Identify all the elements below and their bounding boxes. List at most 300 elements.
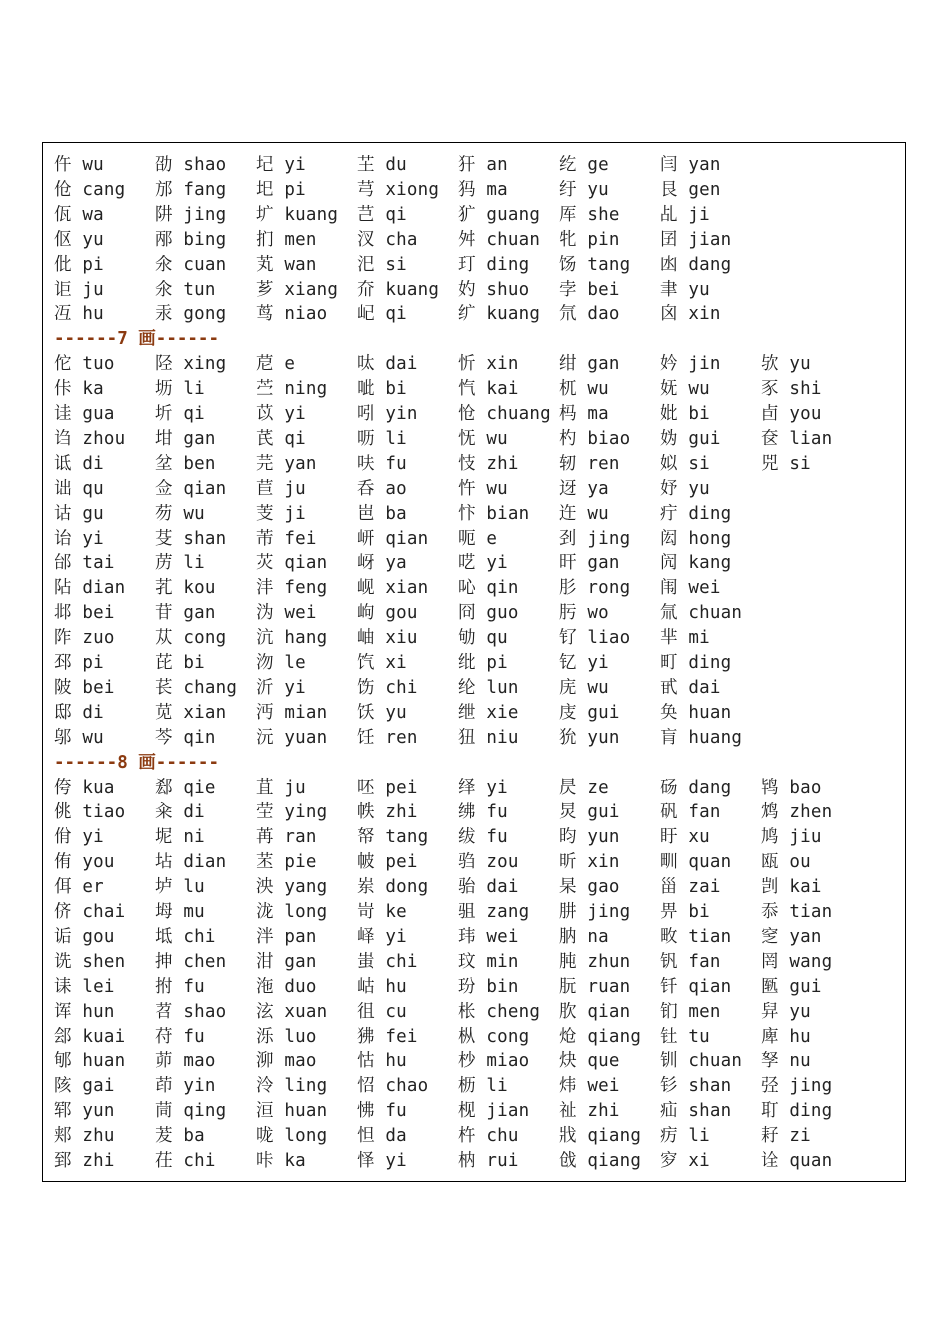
character-entry: 轫 ren — [559, 453, 620, 474]
character-entry: 罔 wang — [761, 951, 833, 972]
character-entry: 庑 wu — [559, 677, 609, 698]
character-entry: 陂 bei — [54, 677, 115, 698]
character-entry: 枨 cheng — [458, 1001, 541, 1022]
character-entry: 呑 ao — [357, 478, 407, 499]
character-entry: 肓 huang — [660, 727, 743, 748]
character-entry: 旰 gan — [559, 553, 620, 574]
table-row — [54, 352, 899, 377]
character-entry: 泱 yang — [256, 877, 328, 898]
character-entry: 钍 tu — [660, 1026, 710, 1047]
character-entry: 狃 niu — [458, 727, 519, 748]
character-entry: 沩 wei — [256, 603, 317, 624]
character-entry: 氽 cuan — [155, 254, 227, 275]
character-entry: 忻 xin — [458, 354, 519, 375]
character-entry: 疠 li — [660, 1126, 710, 1147]
character-entry: 舛 chuan — [458, 229, 541, 250]
character-entry: 闱 wei — [660, 578, 721, 599]
character-entry: 犴 an — [458, 155, 508, 175]
character-entry: 苎 ning — [256, 379, 328, 400]
character-entry: 闳 hong — [660, 528, 732, 549]
character-entry: 钎 qian — [660, 976, 732, 997]
character-entry: 劬 qu — [458, 628, 508, 649]
character-entry: 郅 zhi — [54, 1151, 115, 1171]
character-entry: 泫 xuan — [256, 1001, 328, 1022]
stroke-count-heading: ------8 画------ — [54, 752, 220, 773]
character-entry: 佧 ka — [54, 379, 104, 400]
character-entry: 苒 ran — [256, 827, 317, 848]
character-entry: 坌 ben — [155, 453, 216, 474]
character-entry: 矾 fan — [660, 802, 721, 823]
character-entry: 饬 chi — [357, 677, 418, 698]
table-row — [54, 900, 899, 925]
character-entry: 町 ding — [660, 653, 732, 673]
character-entry: 泖 mao — [256, 1051, 317, 1072]
character-entry: 邬 wu — [54, 727, 104, 748]
character-entry: 阼 zuo — [54, 628, 115, 649]
character-entry: 鸨 bao — [761, 777, 822, 798]
character-entry: 洹 huan — [256, 1101, 328, 1122]
character-entry: 讵 ju — [54, 279, 104, 300]
character-entry: 芑 qi — [357, 204, 407, 225]
character-entry: 诜 shen — [54, 951, 126, 972]
character-entry: 籴 di — [155, 802, 205, 823]
character-entry: 汊 cha — [357, 229, 418, 250]
character-entry: 炜 wei — [559, 1076, 620, 1097]
character-entry: 甽 quan — [660, 852, 732, 873]
character-entry: 苡 yi — [256, 404, 306, 424]
character-entry: 奁 lian — [761, 428, 833, 449]
character-entry: 圹 kuang — [256, 204, 339, 225]
character-entry: 呸 pei — [357, 777, 418, 798]
table-row — [54, 776, 899, 801]
character-entry: 狒 fei — [357, 1026, 418, 1047]
table-row — [54, 825, 899, 850]
character-entry: 犷 guang — [458, 204, 541, 225]
character-entry: 鸠 jiu — [761, 827, 822, 848]
character-entry: 郐 kuai — [54, 1026, 126, 1047]
character-entry: 郓 yun — [54, 1101, 115, 1122]
character-table — [42, 142, 906, 1182]
character-entry: 钔 men — [660, 1001, 721, 1022]
character-entry: 囝 jian — [660, 229, 732, 250]
character-entry: 坻 chi — [155, 926, 216, 947]
table-row — [54, 576, 899, 601]
character-entry: 炝 qiang — [559, 1026, 642, 1047]
character-entry: 佤 wa — [54, 204, 104, 225]
character-entry: 玎 ding — [458, 254, 530, 275]
character-entry: 吲 yin — [357, 404, 418, 424]
character-entry: 绁 xie — [458, 702, 519, 723]
character-entry: 帙 zhi — [357, 802, 418, 823]
character-entry: 氽 tun — [155, 279, 216, 300]
table-row — [54, 302, 899, 327]
character-entry: 邰 tai — [54, 553, 115, 574]
character-entry: 忝 tian — [761, 902, 833, 922]
character-entry: 芟 shan — [155, 528, 227, 549]
character-entry: 苕 shao — [155, 1001, 227, 1022]
character-entry: 欤 yu — [761, 354, 811, 375]
character-entry: 侪 chai — [54, 902, 126, 922]
character-entry: 泠 ling — [256, 1076, 328, 1097]
character-entry: 纡 yu — [559, 179, 609, 200]
character-entry: 怛 da — [357, 1126, 407, 1147]
character-entry: 枘 rui — [458, 1151, 519, 1171]
character-entry: 凼 dang — [660, 254, 732, 275]
table-row — [54, 850, 899, 875]
character-entry: 忭 bian — [458, 503, 530, 524]
character-entry: 昀 yun — [559, 827, 620, 848]
table-row — [54, 925, 899, 950]
character-entry: 昕 xin — [559, 852, 620, 873]
character-entry: 芪 qi — [256, 428, 306, 449]
character-entry: 芴 wu — [155, 503, 205, 524]
character-entry: 劭 shao — [155, 155, 227, 175]
character-entry: 聿 yu — [660, 279, 710, 300]
character-entry: 泮 pan — [256, 926, 317, 947]
character-entry: 剀 kai — [761, 877, 822, 898]
character-entry: 诌 zhou — [54, 428, 126, 449]
table-row — [54, 1000, 899, 1025]
character-entry: 砀 dang — [660, 777, 732, 798]
character-entry: 玢 bin — [458, 976, 519, 997]
character-entry: 呋 fu — [357, 453, 407, 474]
character-entry: 岫 xiu — [357, 628, 418, 649]
character-entry: 泺 luo — [256, 1026, 317, 1047]
character-entry: 杌 wu — [559, 379, 609, 400]
character-entry: 甾 zai — [660, 877, 721, 898]
character-entry: 岢 ke — [357, 902, 407, 922]
character-entry: 妩 wu — [660, 379, 710, 400]
character-entry: 咔 ka — [256, 1151, 306, 1171]
character-entry: 夼 kuang — [357, 279, 440, 300]
character-entry: 钐 shan — [660, 1076, 732, 1097]
character-entry: 肭 na — [559, 926, 609, 947]
character-entry: 坭 ni — [155, 827, 205, 848]
character-entry: 怫 fu — [357, 1101, 407, 1122]
character-entry: 诂 gu — [54, 503, 104, 524]
character-entry: 抻 chen — [155, 951, 227, 972]
table-row — [54, 1049, 899, 1074]
character-entry: 瓯 ou — [761, 852, 811, 873]
character-entry: 芩 qin — [155, 727, 216, 748]
character-entry: 饩 xi — [357, 653, 407, 673]
character-entry: 诠 quan — [761, 1151, 833, 1171]
table-row — [54, 1149, 899, 1174]
character-entry: 仵 wu — [54, 155, 104, 175]
character-entry: 纩 kuang — [458, 304, 541, 325]
table-row — [54, 1074, 899, 1099]
character-entry: 驺 zou — [458, 852, 519, 873]
character-entry: 纶 lun — [458, 677, 519, 698]
character-entry: 苁 cong — [155, 628, 227, 649]
table-row — [54, 452, 899, 477]
character-entry: 肼 jing — [559, 902, 631, 922]
character-entry: 妤 yu — [660, 478, 710, 499]
stroke-heading-row — [54, 751, 899, 776]
character-entry: 吣 qin — [458, 578, 519, 599]
character-entry: 杓 biao — [559, 428, 631, 449]
character-entry: 阽 dian — [54, 578, 126, 599]
character-entry: 芘 bi — [155, 653, 205, 673]
character-entry: 汜 si — [357, 254, 407, 275]
table-row — [54, 228, 899, 253]
character-entry: 陔 gai — [54, 1076, 115, 1097]
character-entry: 骀 dai — [458, 877, 519, 898]
character-entry: 穸 xi — [660, 1151, 710, 1171]
table-row — [54, 203, 899, 228]
character-entry: 纰 pi — [458, 653, 508, 673]
character-entry: 犸 ma — [458, 179, 508, 200]
character-entry: 窆 yan — [761, 926, 822, 947]
table-row — [54, 701, 899, 726]
character-entry: 岈 ya — [357, 553, 407, 574]
character-entry: 绎 yi — [458, 777, 508, 798]
character-entry: 邸 di — [54, 702, 104, 723]
character-entry: 枧 jian — [458, 1101, 530, 1122]
character-entry: 坩 gan — [155, 428, 216, 449]
character-entry: 芎 xiong — [357, 179, 440, 200]
character-entry: 冱 hu — [54, 304, 104, 325]
character-entry: 忤 wu — [458, 478, 508, 499]
character-entry: 肷 qian — [559, 1001, 631, 1022]
character-entry: 怃 wu — [458, 428, 508, 449]
table-row — [54, 1099, 899, 1124]
character-entry: 蚩 chi — [357, 951, 418, 972]
character-entry: 岵 hu — [357, 976, 407, 997]
character-entry: 兕 si — [761, 453, 811, 474]
character-entry: 拊 fu — [155, 976, 205, 997]
character-entry: 苣 ju — [256, 478, 306, 499]
character-entry: 泔 gan — [256, 951, 317, 972]
table-row — [54, 676, 899, 701]
character-entry: 伧 cang — [54, 179, 126, 200]
character-entry: 茑 niao — [256, 304, 328, 325]
character-entry: 昃 ze — [559, 777, 609, 798]
character-entry: 戕 qiang — [559, 1126, 642, 1147]
character-entry: 坫 dian — [155, 852, 227, 873]
character-entry: 苴 ju — [256, 777, 306, 798]
table-row — [54, 726, 899, 751]
character-entry: 沣 feng — [256, 578, 328, 599]
character-entry: 怿 yi — [357, 1151, 407, 1171]
character-entry: 囟 xin — [660, 304, 721, 325]
character-entry: 怆 chuang — [458, 404, 551, 424]
character-entry: 钌 liao — [559, 628, 631, 649]
character-entry: 艮 gen — [660, 179, 721, 200]
stroke-heading-row — [54, 327, 899, 352]
character-entry: 豕 shi — [761, 379, 822, 400]
character-entry: 岜 ba — [357, 503, 407, 524]
character-entry: 苻 fu — [155, 1026, 205, 1047]
character-entry: 妁 shuo — [458, 279, 530, 300]
character-entry: 佗 tuo — [54, 354, 115, 375]
character-entry: 芈 mi — [660, 628, 710, 649]
character-entry: 祉 zhi — [559, 1101, 620, 1122]
character-entry: 岍 qian — [357, 528, 429, 549]
character-entry: 妣 bi — [660, 404, 710, 424]
character-entry: 妗 jin — [660, 354, 721, 375]
character-entry: 饫 yu — [357, 702, 407, 723]
character-entry: 沆 hang — [256, 628, 328, 649]
character-entry: 圮 yi — [256, 155, 306, 175]
table-row — [54, 875, 899, 900]
character-entry: 盱 xu — [660, 827, 710, 848]
character-entry: 刭 jing — [559, 528, 631, 549]
character-entry: 诟 gou — [54, 926, 115, 947]
table-row — [54, 626, 899, 651]
character-entry: 杪 miao — [458, 1051, 530, 1072]
character-entry: 圻 qi — [155, 404, 205, 424]
character-entry: 钒 fan — [660, 951, 721, 972]
character-entry: 峄 yi — [357, 926, 407, 947]
character-entry: 忾 kai — [458, 379, 519, 400]
character-entry: 芫 yan — [256, 453, 317, 474]
character-entry: 邶 bei — [54, 603, 115, 624]
character-entry: 呔 dai — [357, 354, 418, 375]
character-entry: 孛 bei — [559, 279, 620, 300]
character-entry: 姒 si — [660, 453, 710, 474]
character-entry: 冏 guo — [458, 603, 519, 624]
character-entry: 绂 fu — [458, 827, 508, 848]
character-entry: 岣 gou — [357, 603, 418, 624]
character-entry: 氘 dao — [559, 304, 620, 325]
character-entry: 舁 yu — [761, 1001, 811, 1022]
character-entry: 苂 qian — [256, 553, 328, 574]
character-entry: 侑 you — [54, 852, 115, 873]
character-entry: 庳 hu — [761, 1026, 811, 1047]
character-entry: 朊 ruan — [559, 976, 631, 997]
character-entry: 呃 e — [458, 528, 498, 549]
character-entry: 怙 hu — [357, 1051, 407, 1072]
table-row — [54, 651, 899, 676]
character-entry: 肟 wo — [559, 603, 609, 624]
character-entry: 呓 yi — [458, 553, 508, 574]
character-entry: 匦 gui — [761, 976, 822, 997]
character-entry: 邴 bing — [155, 229, 227, 250]
table-row — [54, 178, 899, 203]
character-entry: 疝 shan — [660, 1101, 732, 1122]
character-entry: 芾 fei — [256, 528, 317, 549]
character-entry: 苋 xian — [155, 702, 227, 723]
character-entry: 坜 li — [155, 379, 205, 400]
table-row — [54, 551, 899, 576]
character-entry: 诖 gua — [54, 404, 115, 424]
character-entry: 岽 dong — [357, 877, 429, 898]
table-row — [54, 402, 899, 427]
character-entry: 佾 yi — [54, 827, 104, 848]
character-entry: 茔 ying — [256, 802, 328, 823]
character-entry: 杲 gao — [559, 877, 620, 898]
character-entry: 芗 xiang — [256, 279, 339, 300]
character-entry: 诋 di — [54, 453, 104, 474]
character-entry: 炔 que — [559, 1051, 620, 1072]
character-entry: 纥 ge — [559, 155, 609, 175]
character-entry: 帔 pei — [357, 852, 418, 873]
character-entry: 汞 gong — [155, 304, 227, 325]
character-entry: 肫 zhun — [559, 951, 631, 972]
character-entry: 乩 ji — [660, 204, 710, 225]
character-entry: 侉 kua — [54, 777, 115, 798]
character-entry: 坶 mu — [155, 902, 205, 922]
character-entry: 甙 dai — [660, 677, 721, 698]
character-entry: 咙 long — [256, 1126, 328, 1147]
character-entry: 枞 cong — [458, 1026, 530, 1047]
character-entry: 狁 yun — [559, 727, 620, 748]
character-entry: 沲 duo — [256, 976, 317, 997]
character-entry: 扪 men — [256, 229, 317, 250]
character-entry: 杵 chu — [458, 1126, 519, 1147]
character-entry: 陉 xing — [155, 354, 227, 375]
character-entry: 呲 bi — [357, 379, 407, 400]
table-row — [54, 427, 899, 452]
character-entry: 圯 pi — [256, 179, 306, 200]
character-entry: 邳 pi — [54, 653, 104, 673]
character-entry: 厍 she — [559, 204, 620, 225]
character-entry: 枥 li — [458, 1076, 508, 1097]
character-entry: 诔 lei — [54, 976, 115, 997]
character-entry: 芤 kou — [155, 578, 216, 599]
character-entry: 泷 long — [256, 902, 328, 922]
character-entry: 庋 gui — [559, 702, 620, 723]
table-row — [54, 1124, 899, 1149]
character-entry: 迓 ya — [559, 478, 609, 499]
character-entry: 仳 pi — [54, 254, 104, 275]
character-entry: 郏 zhu — [54, 1126, 115, 1147]
character-entry: 沅 yuan — [256, 727, 328, 748]
character-entry: 耵 ding — [761, 1101, 833, 1122]
character-entry: 闫 yan — [660, 155, 721, 175]
table-row — [54, 975, 899, 1000]
character-entry: 耔 zi — [761, 1126, 811, 1147]
character-entry: 玮 wei — [458, 926, 519, 947]
character-entry: 怊 chao — [357, 1076, 429, 1097]
character-entry: 佴 er — [54, 877, 104, 898]
character-entry: 芏 du — [357, 155, 407, 175]
character-entry: 氚 chuan — [660, 603, 743, 624]
character-entry: 奂 huan — [660, 702, 732, 723]
character-entry: 孥 nu — [761, 1051, 811, 1072]
character-entry: 沕 le — [256, 653, 306, 673]
character-entry: 忮 zhi — [458, 453, 519, 474]
table-row — [54, 601, 899, 626]
character-entry: 茆 mao — [155, 1051, 216, 1072]
character-entry: 畀 bi — [660, 902, 710, 922]
character-entry: 疔 ding — [660, 503, 732, 524]
character-entry: 茇 ba — [155, 1126, 205, 1147]
character-entry: 炅 gui — [559, 802, 620, 823]
character-entry: 苨 e — [256, 354, 296, 375]
table-row — [54, 800, 899, 825]
character-entry: 钏 chuan — [660, 1051, 743, 1072]
table-row — [54, 950, 899, 975]
character-entry: 苌 chang — [155, 677, 238, 698]
character-entry: 佥 qian — [155, 478, 227, 499]
character-entry: 杩 ma — [559, 404, 609, 424]
character-entry: 苤 pie — [256, 852, 317, 873]
character-entry: 饪 ren — [357, 727, 418, 748]
character-entry: 茼 qing — [155, 1101, 227, 1122]
character-entry: 郇 huan — [54, 1051, 126, 1072]
table-row — [54, 377, 899, 402]
character-entry: 绋 fu — [458, 802, 508, 823]
character-entry: 屺 qi — [357, 304, 407, 325]
character-entry: 垆 lu — [155, 877, 205, 898]
character-entry: 戗 qiang — [559, 1151, 642, 1171]
character-entry: 绀 gan — [559, 354, 620, 375]
character-entry: 邡 fang — [155, 179, 227, 200]
character-entry: 妫 gui — [660, 428, 721, 449]
character-entry: 卣 you — [761, 404, 822, 424]
